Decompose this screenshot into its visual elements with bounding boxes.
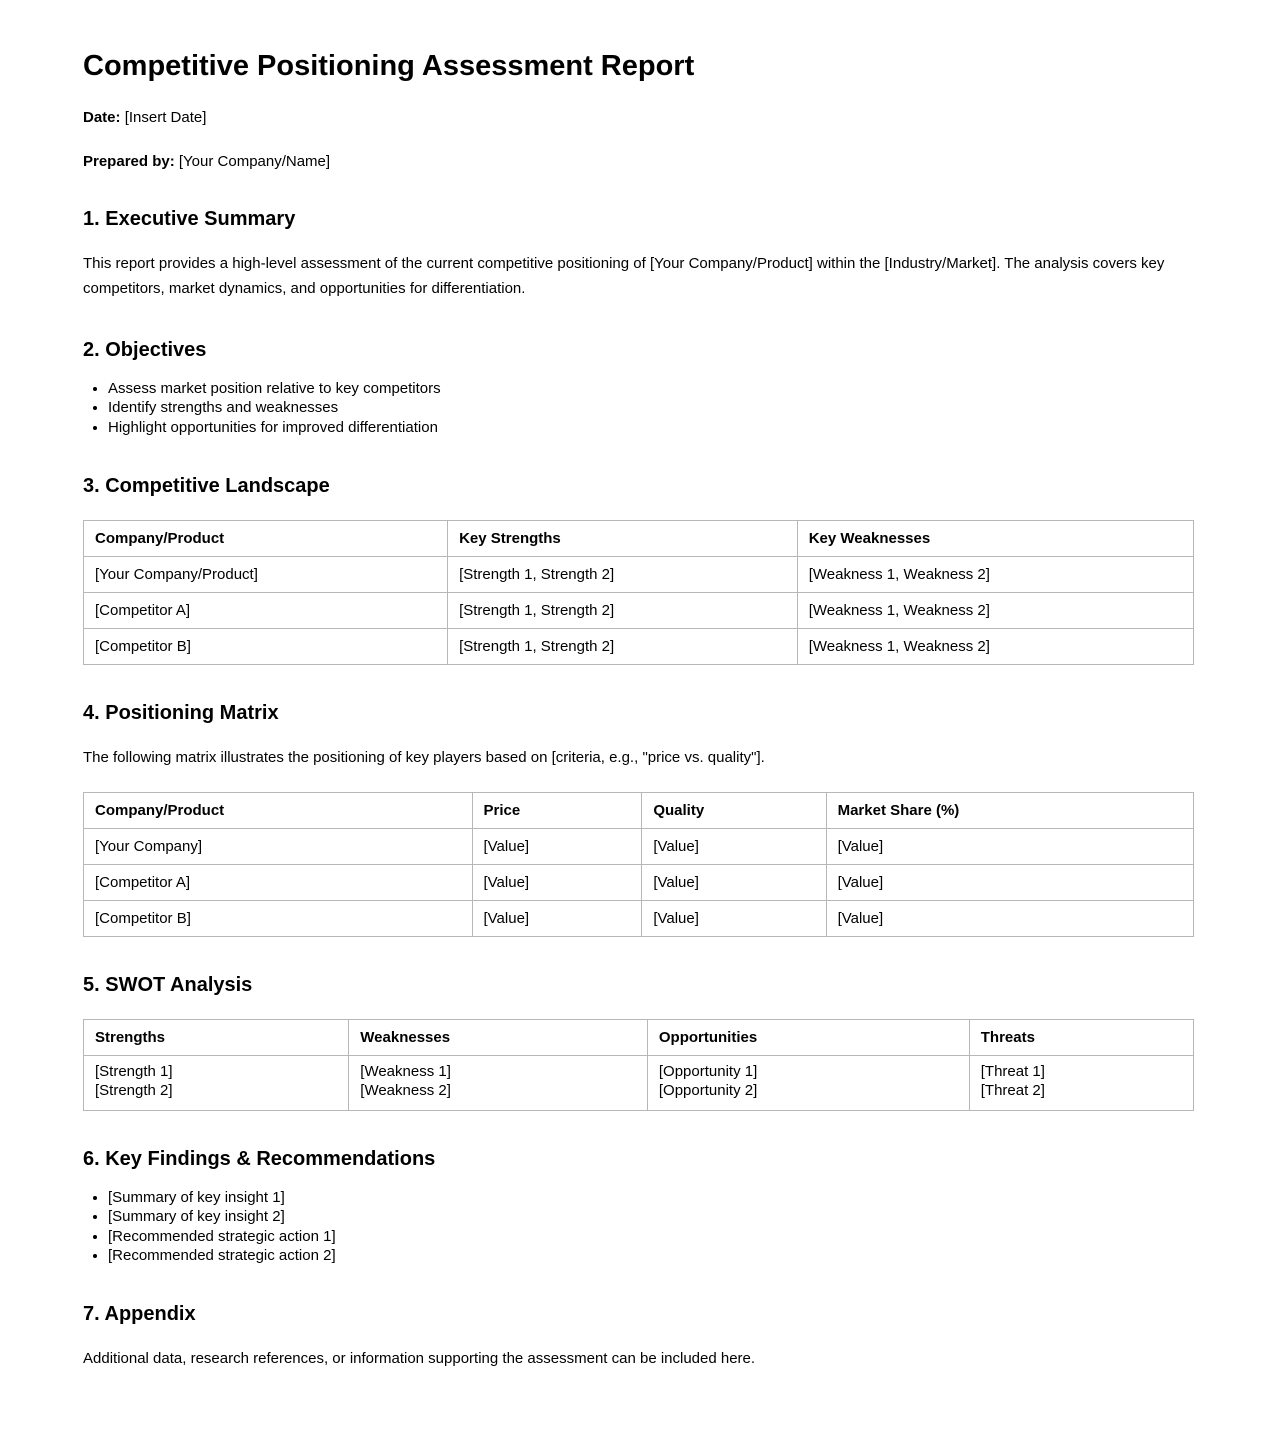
column-header: Strengths — [84, 1020, 349, 1056]
table-cell: [Your Company/Product] — [84, 556, 448, 592]
table-cell — [84, 1056, 349, 1110]
swot-table — [83, 1019, 1194, 1110]
column-header: Key Weaknesses — [797, 520, 1193, 556]
table-cell: [Weakness 1, Weakness 2] — [797, 628, 1193, 664]
table-row — [84, 829, 1194, 865]
table-cell: [Strength 1, Strength 2] — [448, 556, 798, 592]
table-cell: [Competitor B] — [84, 628, 448, 664]
heading-executive-summary: 1. Executive Summary — [83, 208, 296, 231]
list-item: • Highlight opportunities for improved differentiation — [108, 419, 1194, 438]
table-cell: [Strength 1, Strength 2] — [448, 628, 798, 664]
table-cell: [Value] — [642, 865, 826, 901]
column-header: Market Share (%) — [826, 793, 1193, 829]
date-line — [83, 109, 1194, 127]
objectives-list — [83, 380, 1194, 438]
table-cell: [Competitor A] — [84, 592, 448, 628]
table-header-row — [84, 520, 1194, 556]
table-row — [84, 1056, 1194, 1110]
cell-line: [Strength 1] — [95, 1063, 173, 1081]
heading-appendix: 7. Appendix — [83, 1302, 196, 1325]
heading-competitive-landscape: 3. Competitive Landscape — [83, 474, 330, 497]
heading-positioning-matrix: 4. Positioning Matrix — [83, 701, 279, 724]
table-cell — [969, 1056, 1193, 1110]
table-cell — [349, 1056, 648, 1110]
executive-summary-text: This report provides a high-level assessment of the current competitive positioning of [Your Company/Product] within the [Industry/Market]. The analysis covers key competitors, market dynamics, and opportunities for differentiation. — [83, 255, 1165, 298]
cell-line: [Strength 2] — [95, 1081, 173, 1099]
page-title: Competitive Positioning Assessment Report — [83, 50, 695, 82]
list-item: • Identify strengths and weaknesses — [108, 399, 1194, 418]
column-header: Threats — [969, 1020, 1193, 1056]
table-row — [84, 628, 1194, 664]
column-header: Quality — [642, 793, 826, 829]
column-header: Company/Product — [84, 793, 473, 829]
cell-line: [Threat 1] — [980, 1063, 1045, 1081]
list-item: • Assess market position relative to key competitors — [108, 380, 1194, 399]
table-cell: [Value] — [826, 829, 1193, 865]
table-cell: [Value] — [472, 901, 642, 937]
table-cell: [Weakness 1, Weakness 2] — [797, 556, 1193, 592]
cell-line: [Opportunity 1] — [658, 1063, 758, 1081]
column-header: Key Strengths — [448, 520, 798, 556]
list-item: • [Recommended strategic action 1] — [108, 1228, 1194, 1247]
table-cell: [Your Company] — [84, 829, 473, 865]
table-cell: [Competitor A] — [84, 865, 473, 901]
table-cell: [Competitor B] — [84, 901, 473, 937]
column-header: Price — [472, 793, 642, 829]
competitive-landscape-table — [83, 520, 1194, 665]
heading-key-findings: 6. Key Findings & Recommendations — [83, 1147, 436, 1170]
positioning-matrix-text: The following matrix illustrates the positioning of key players based on [criteria, e.g., "price vs. quality"]. — [83, 748, 765, 766]
table-header-row — [84, 1020, 1194, 1056]
column-header: Weaknesses — [349, 1020, 648, 1056]
list-item: • [Recommended strategic action 2] — [108, 1247, 1194, 1266]
table-cell: [Value] — [472, 865, 642, 901]
heading-objectives: 2. Objectives — [83, 338, 207, 361]
table-header-row — [84, 793, 1194, 829]
table-cell: [Value] — [642, 901, 826, 937]
table-cell: [Strength 1, Strength 2] — [448, 592, 798, 628]
table-row — [84, 901, 1194, 937]
column-header: Company/Product — [84, 520, 448, 556]
key-findings-list — [83, 1189, 1194, 1266]
cell-line: [Weakness 2] — [360, 1081, 451, 1099]
column-header: Opportunities — [647, 1020, 969, 1056]
table-row — [84, 865, 1194, 901]
table-row — [84, 556, 1194, 592]
date-value: [Insert Date] — [124, 109, 207, 127]
cell-line: [Opportunity 2] — [658, 1081, 758, 1099]
prepared-by-label: Prepared by: — [83, 153, 175, 171]
cell-line: [Threat 2] — [980, 1081, 1045, 1099]
table-cell: [Value] — [472, 829, 642, 865]
prepared-by-line — [83, 153, 1194, 171]
positioning-matrix-table — [83, 792, 1194, 937]
heading-swot-analysis: 5. SWOT Analysis — [83, 974, 253, 997]
table-cell: [Value] — [826, 901, 1193, 937]
table-cell — [647, 1056, 969, 1110]
table-cell: [Value] — [826, 865, 1193, 901]
list-item: • [Summary of key insight 2] — [108, 1208, 1194, 1227]
cell-line: [Weakness 1] — [360, 1063, 451, 1081]
date-label: Date: — [83, 109, 121, 127]
appendix-text: Additional data, research references, or information supporting the assessment can be included here. — [83, 1349, 756, 1367]
list-item: • [Summary of key insight 1] — [108, 1189, 1194, 1208]
prepared-by-value: [Your Company/Name] — [178, 153, 331, 171]
table-row — [84, 592, 1194, 628]
table-cell: [Weakness 1, Weakness 2] — [797, 592, 1193, 628]
table-cell: [Value] — [642, 829, 826, 865]
